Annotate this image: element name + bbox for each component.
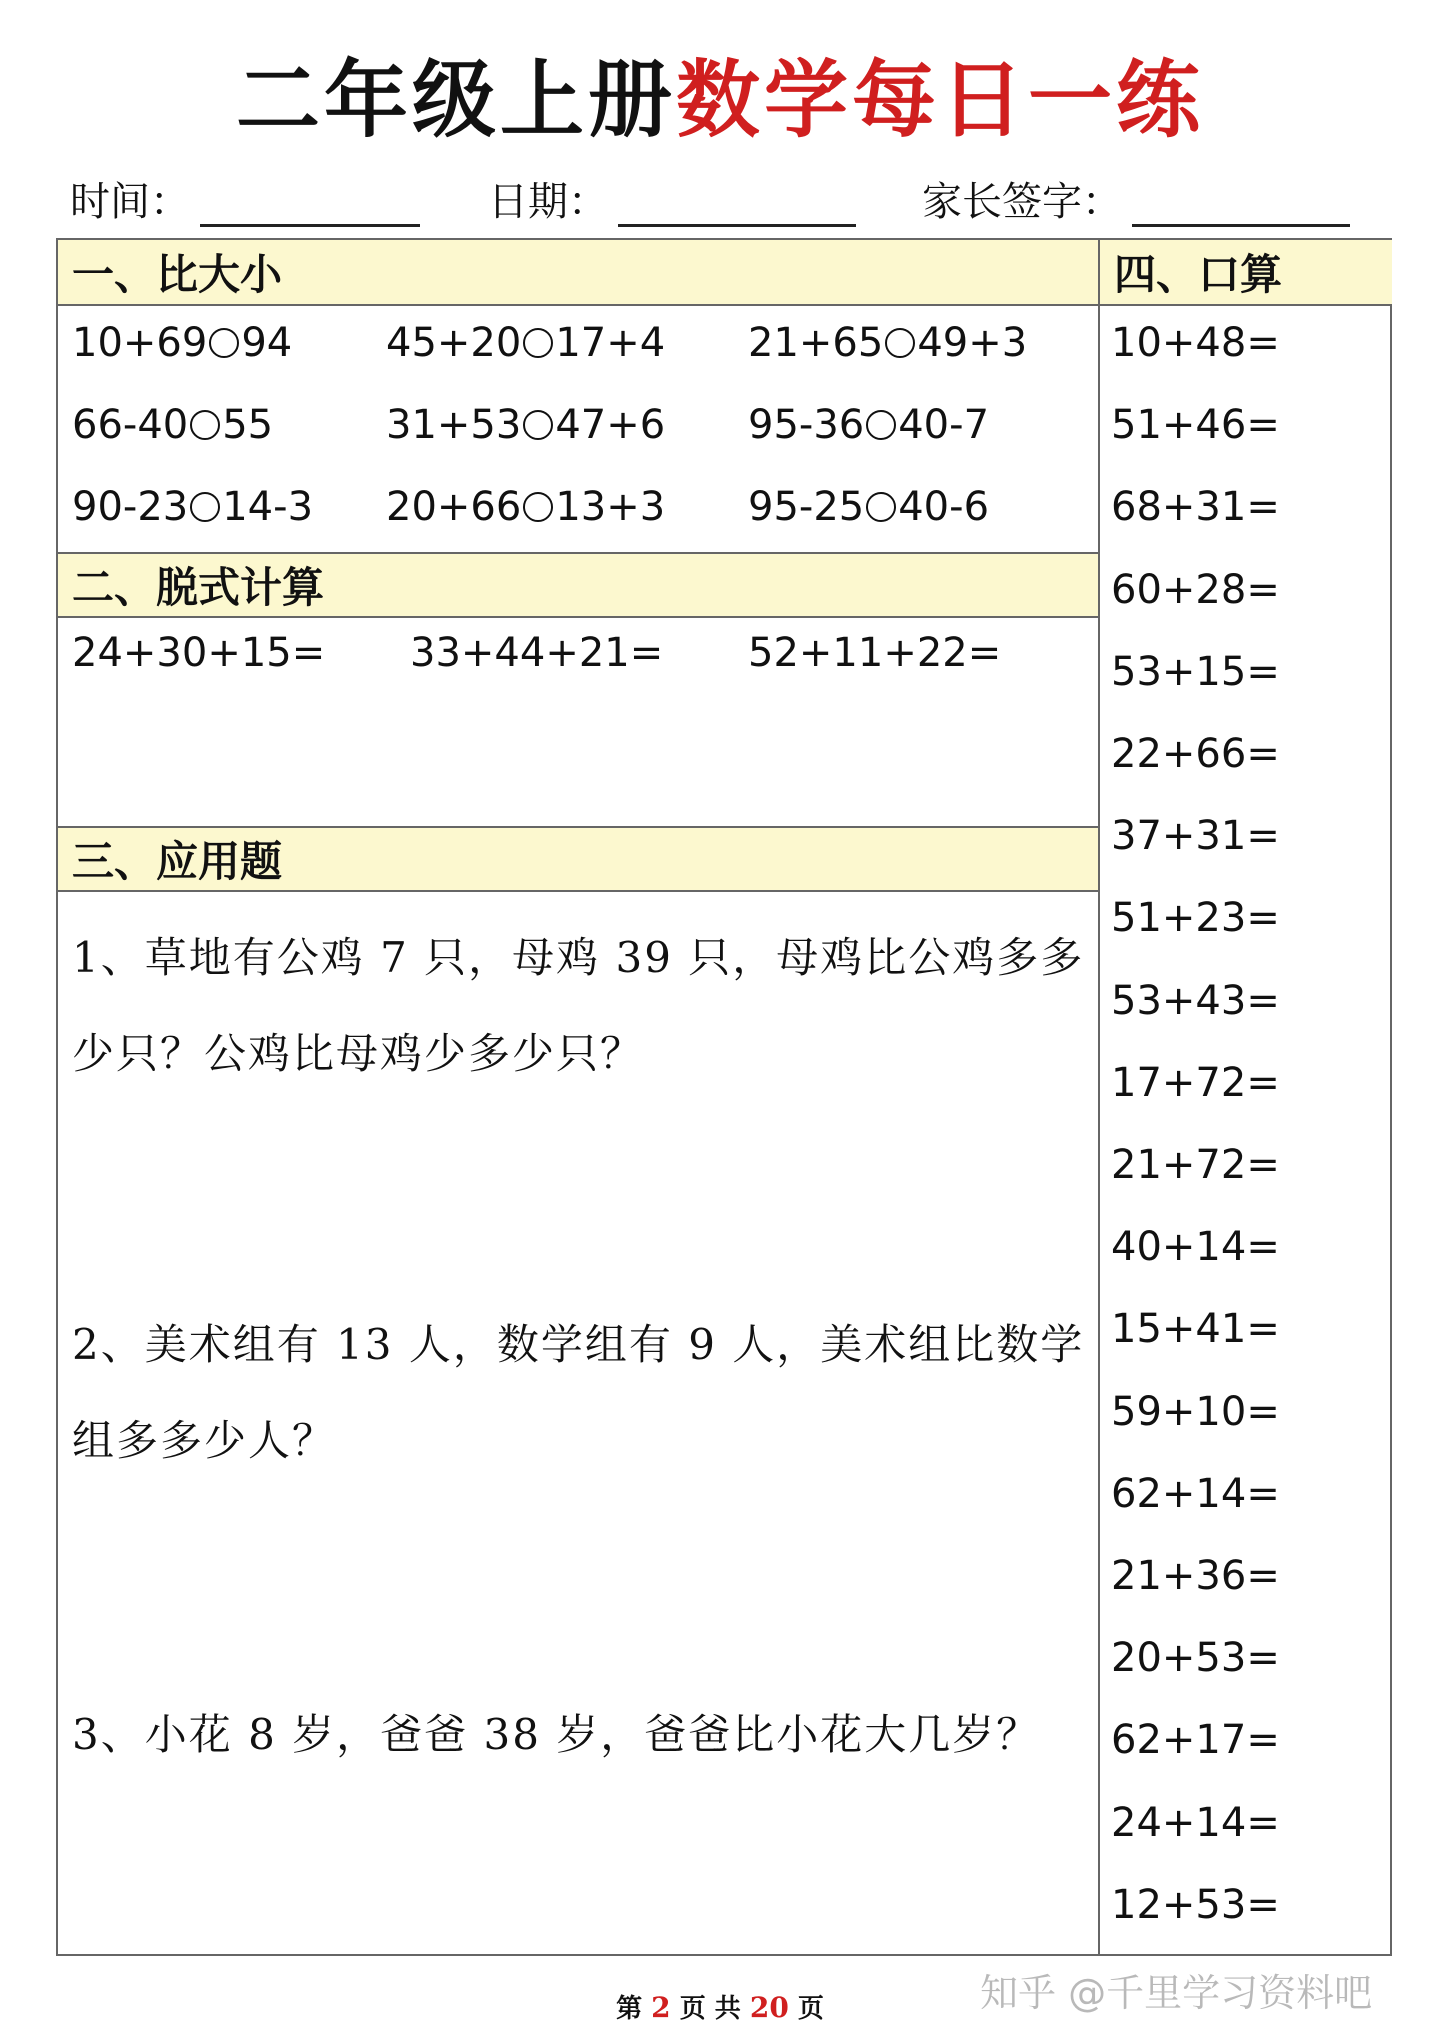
problem-3: 3、小花 8 岁，爸爸 38 岁，爸爸比小花大几岁？ (72, 1710, 1041, 1759)
compare-circle-blank[interactable] (190, 492, 220, 522)
oral-calc-item: 40+14= (1111, 1224, 1280, 1271)
compare-right: 94 (241, 320, 293, 366)
footer-suffix: 页 (797, 1994, 824, 2024)
footer-page-number: 2 (651, 1991, 671, 2024)
oral-calc-item: 12+53= (1111, 1881, 1280, 1928)
sign-label: 家长签字： (922, 179, 1122, 225)
compare-right: 55 (222, 402, 274, 448)
column-divider (1098, 240, 1100, 1954)
compare-item (386, 402, 665, 448)
section4-heading (1100, 240, 1392, 306)
section2-heading-text: 二、脱式计算 (72, 563, 325, 612)
compare-circle-blank[interactable] (523, 328, 553, 358)
compare-item (748, 402, 989, 448)
compare-left: 21+65 (748, 320, 884, 366)
compare-left: 66-40 (72, 402, 189, 448)
oral-calc-item: 15+41= (1111, 1306, 1280, 1353)
compare-item (386, 484, 665, 530)
compare-right: 49+3 (917, 320, 1028, 366)
oral-calc-item: 59+10= (1111, 1388, 1280, 1435)
compare-left: 10+69 (72, 320, 208, 366)
time-blank[interactable] (200, 174, 420, 227)
sign-blank[interactable] (1132, 174, 1350, 227)
worksheet (56, 238, 1392, 1956)
oral-calc-item: 21+72= (1111, 1142, 1280, 1188)
oral-calc-item: 62+14= (1111, 1470, 1280, 1517)
compare-circle-blank[interactable] (209, 328, 239, 358)
time-label: 时间： (70, 179, 190, 225)
date-label: 日期： (488, 179, 608, 225)
compare-item (748, 484, 989, 530)
compare-item (748, 320, 1027, 366)
footer-prefix: 第 (616, 1994, 643, 2024)
title-part-red: 数学每日一练 (676, 50, 1205, 149)
compare-circle-blank[interactable] (866, 410, 896, 440)
compare-right: 40-6 (898, 484, 990, 530)
calc-item: 24+30+15= (72, 630, 326, 676)
compare-right: 14-3 (222, 484, 314, 530)
oral-calc-item: 37+31= (1111, 813, 1280, 860)
oral-calc-item: 51+23= (1111, 895, 1280, 942)
compare-right: 47+6 (555, 402, 666, 448)
sign-field (922, 170, 1350, 227)
page-title (0, 50, 1440, 150)
problem-2: 2、美术组有 13 人，数学组有 9 人，美术组比数学组多多少人？ (72, 1320, 1085, 1465)
section2-heading (58, 552, 1098, 618)
compare-right: 13+3 (555, 484, 666, 530)
compare-left: 45+20 (386, 320, 522, 366)
compare-item (72, 402, 273, 448)
section3-heading (58, 826, 1098, 892)
compare-right: 17+4 (555, 320, 666, 366)
compare-left: 31+53 (386, 402, 522, 448)
compare-circle-blank[interactable] (190, 410, 220, 440)
date-field (488, 170, 856, 227)
compare-right: 40-7 (898, 402, 990, 448)
compare-circle-blank[interactable] (523, 492, 553, 522)
compare-item (72, 484, 313, 530)
compare-circle-blank[interactable] (523, 410, 553, 440)
date-blank[interactable] (618, 174, 856, 227)
footer-middle: 页 共 (679, 1994, 741, 2024)
compare-left: 20+66 (386, 484, 522, 530)
oral-calc-item: 53+15= (1111, 648, 1280, 695)
oral-calc-item: 24+14= (1111, 1799, 1280, 1846)
calc-item: 52+11+22= (748, 630, 1002, 676)
section3-heading-text: 三、应用题 (72, 837, 283, 886)
oral-calc-item: 51+46= (1111, 402, 1280, 449)
time-field (70, 170, 420, 227)
compare-circle-blank[interactable] (866, 492, 896, 522)
oral-calc-item: 22+66= (1111, 731, 1280, 777)
compare-left: 90-23 (72, 484, 189, 530)
compare-item (72, 320, 292, 366)
oral-calc-item: 17+72= (1111, 1059, 1280, 1106)
compare-item (386, 320, 665, 366)
title-part-black: 二年级上册 (235, 50, 676, 149)
compare-left: 95-36 (748, 402, 865, 448)
oral-calc-item: 68+31= (1111, 484, 1280, 531)
oral-calc-item: 21+36= (1111, 1553, 1280, 1599)
info-row (70, 170, 1380, 230)
footer-total-pages: 20 (749, 1991, 789, 2024)
compare-circle-blank[interactable] (885, 328, 915, 358)
problem-1: 1、草地有公鸡 7 只，母鸡 39 只，母鸡比公鸡多多少只？公鸡比母鸡少多少只？ (72, 933, 1085, 1078)
section1-heading-text: 一、比大小 (72, 250, 283, 299)
oral-calc-item: 53+43= (1111, 977, 1280, 1024)
section1-heading (58, 240, 1098, 306)
oral-calc-item: 20+53= (1111, 1635, 1280, 1682)
oral-calc-item: 10+48= (1111, 320, 1280, 366)
oral-calc-item: 62+17= (1111, 1717, 1280, 1764)
watermark: 知乎 @千里学习资料吧 (980, 1971, 1373, 2015)
compare-left: 95-25 (748, 484, 865, 530)
oral-calc-item: 60+28= (1111, 566, 1280, 613)
section4-heading-text: 四、口算 (1114, 250, 1283, 299)
calc-item: 33+44+21= (410, 630, 664, 676)
